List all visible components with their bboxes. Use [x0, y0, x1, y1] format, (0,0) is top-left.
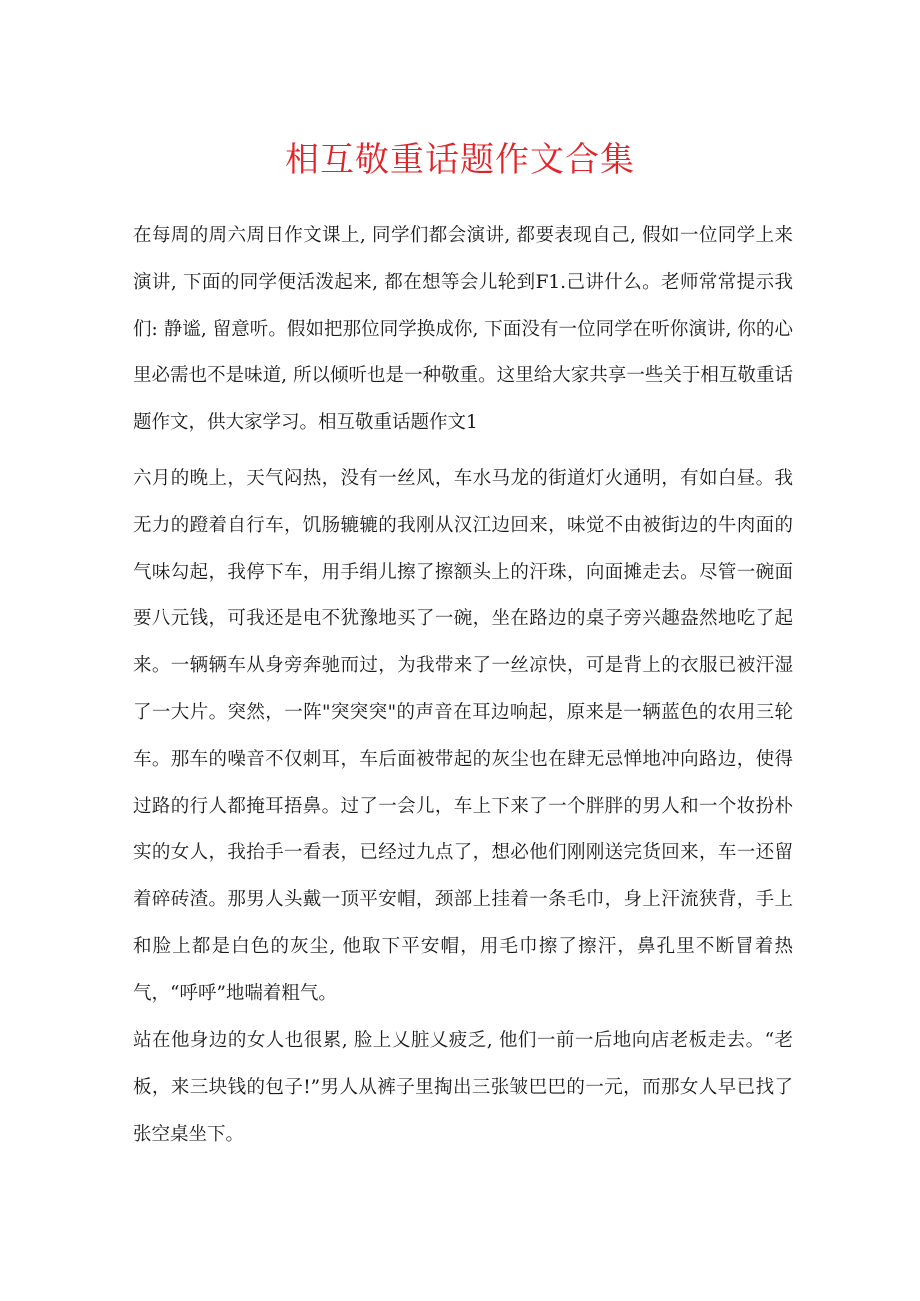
paragraph-body-1: 六月的晚上，天气闷热，没有一丝风，车水马龙的街道灯火通明，有如白昼。我无力的蹬着自行车，饥肠辘辘的我刚从汉江边回来，味觉不由被街边的牛肉面的气味勾起，我停下车，用手绢儿擦了擦额头上的汗珠，向面摊走去。尽管一碗面要八元钱，可我还是电不犹豫地买了一碗，坐在路边的桌子旁兴趣盎然地吃了起来。一辆辆车从身旁奔驰而过，为我带来了一丝凉快，可是背上的衣服已被汗湿了一大片。突然，一阵"突突突"的声音在耳边响起，原来是一辆蓝色的农用三轮车。那车的噪音不仅刺耳，车后面被带起的灰尘也在肆无忌惮地冲向路边，使得过路的行人都掩耳捂鼻。过了一会儿，车上下来了一个胖胖的男人和一个妆扮朴实的女人，我抬手一看表，已经过九点了，想必他们刚刚送完货回来，车一还留着碎砖渣。那男人头戴一顶平安帽，颈部上挂着一条毛巾，身上汗流狭背，手上和脸上都是白色的灰尘, 他取下平安帽，用毛巾擦了擦汗，鼻孔里不断冒着热气，“呼呼”地喘着粗气。 [133, 468, 793, 1004]
document-title: 相互敬重话题作文合集 [285, 140, 635, 180]
paragraph-intro: 在每周的周六周日作文课上, 同学们都会演讲, 都要表现自己, 假如一位同学上来演讲, 下面的同学便活泼起来, 都在想等会儿轮到F1.己讲什么。老师常常提示我们: 静谧, 留意听。假如把那位同学换成你, 下面没有一位同学在听你演讲, 你的心里必需也不是味道, 所以倾听也是一种敬重。这里给大家共享一些关于相互敬重话题作文，供大家学习。相互敬重话题作文1 [133, 225, 793, 434]
paragraph-body-2: 站在他身边的女人也很累, 脸上乂脏乂疲乏, 他们一前一后地向店老板走去。“老板，来三块钱的包子!”男人从裤子里掏出三张皱巴巴的一元，而那女人早已找了张空桌坐下。 [133, 1030, 793, 1145]
